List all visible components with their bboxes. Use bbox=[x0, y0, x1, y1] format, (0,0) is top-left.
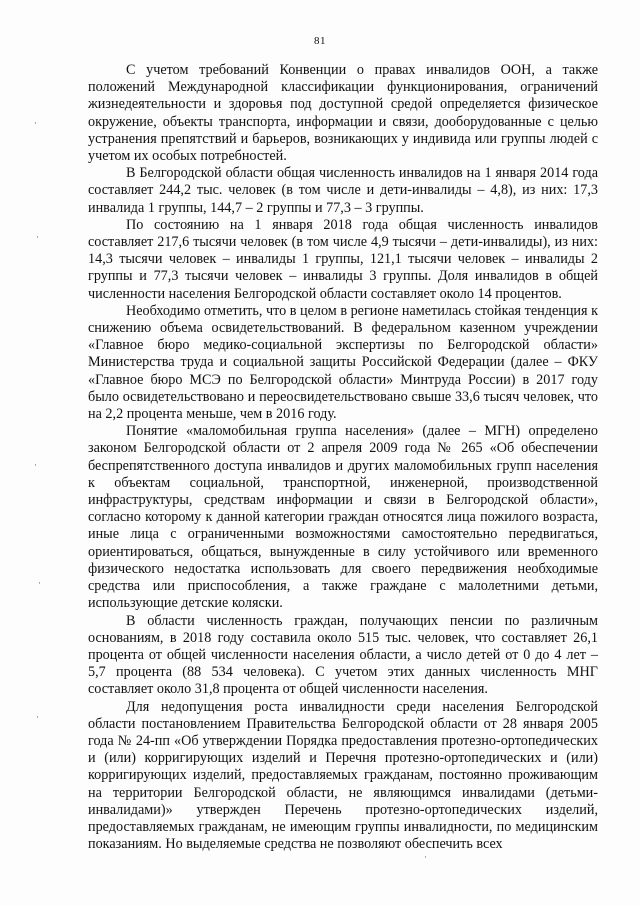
paragraph-mgn-definition: Понятие «маломобильная группа населения» (далее – МГН) определено законом Белгородской области от 2 апреля 2009 года № 265 «Об обеспечении беспрепятственного доступа инвалидов и других маломобильных групп населения к объектам социальной, транспортной, инженерной, производственной инфраструктуры, средствам информации и связи в Белгородской области», согласно которому к данной категории граждан относятся лица пожилого возраста, иные лица с ограниченными возможностями самостоятельно передвигаться, ориентироваться, общаться, вынужденные в силу устойчивого или временного физического недостатка использовать для своего передвижения необходимые средства или приспособления, а также граждане с малолетними детьми, использующие детские коляски. bbox=[88, 423, 598, 612]
scan-mark: · bbox=[38, 578, 41, 588]
scan-mark: · bbox=[36, 712, 39, 722]
paragraph-pensioners: В области численность граждан, получающих пенсии по различным основаниям, в 2018 году составила около 515 тыс. человек, что составляет 26,1 процента от общей численности населения области, а число детей от 0 до 4 лет – 5,7 процента (88 534 человека). С учетом этих данных численность МНГ составляет около 31,8 процента от общей численности населения. bbox=[88, 612, 598, 698]
document-body bbox=[88, 62, 598, 853]
page-number: 81 bbox=[314, 35, 326, 47]
scan-mark: · bbox=[36, 232, 39, 242]
scan-mark: · bbox=[34, 460, 37, 470]
paragraph-prosthetics: Для недопущения роста инвалидности среди населения Белгородской области постановлением Правительства Белгородской области от 28 января 2005 года № 24-пп «Об утверждении Порядка предоставления протезно-ортопедических и (или) корригирующих изделий и Перечня протезно-ортопедических и (или) корригирующих изделий, предоставляемых гражданам, постоянно проживающим на территории Белгородской области, не являющимся инвалидами (детьми-инвалидами)» утвержден Перечень протезно-ортопедических изделий, предоставляемых гражданам, не имеющим группы инвалидности, по медицинским показаниям. Но выделяемые средства не позволяют обеспечить всех bbox=[88, 698, 598, 853]
scan-mark: · bbox=[34, 118, 37, 128]
paragraph-disabled-2018: По состоянию на 1 января 2018 года общая численность инвалидов составляет 217,6 тысячи человек (в том числе 4,9 тысячи – дети-инвалиды), из них: 14,3 тысячи человек – инвалиды 1 группы, 121,1 тысячи человек – инвалиды 2 группы и 77,3 тысячи человек – инвалиды 3 группы. Доля инвалидов в общей численности населения Белгородской области составляет около 14 процентов. bbox=[88, 216, 598, 302]
paragraph-disabled-2014: В Белгородской области общая численность инвалидов на 1 января 2014 года составляет 244,2 тыс. человек (в том числе и дети-инвалиды – 4,8), из них: 17,3 инвалида 1 группы, 144,7 – 2 группы и 77,3 – 3 группы. bbox=[88, 165, 598, 216]
paragraph-convention: С учетом требований Конвенции о правах инвалидов ООН, а также положений Международной классификации функционирования, ограничений жизнедеятельности и здоровья под доступной средой определяется физическое окружение, объекты транспорта, информации и связи, дооборудованные с целью устранения препятствий и барьеров, возникающих у индивида или группы людей с учетом их особых потребностей. bbox=[88, 62, 598, 165]
scan-mark: · bbox=[424, 852, 427, 862]
paragraph-examinations: Необходимо отметить, что в целом в регионе наметилась стойкая тенденция к снижению объема освидетельствований. В федеральном казенном учреждении «Главное бюро медико-социальной экспертизы по Белгородской области» Министерства труда и социальной защиты Российской Федерации (далее – ФКУ «Главное бюро МСЭ по Белгородской области» Минтруда России) в 2017 году было освидетельствовано и переосвидетельствовано свыше 33,6 тысяч человек, что на 2,2 процента меньше, чем в 2016 году. bbox=[88, 302, 598, 423]
